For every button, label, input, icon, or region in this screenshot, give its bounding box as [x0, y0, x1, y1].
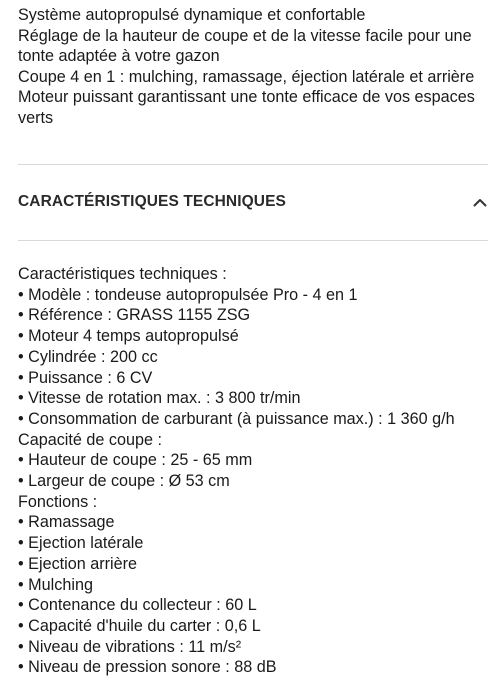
spec-item: • Modèle : tondeuse autopropulsée Pro - 4 en 1 — [18, 285, 490, 306]
intro-line: Système autopropulsé dynamique et confortable — [18, 6, 366, 24]
spec-item: • Mulching — [18, 575, 490, 596]
spec-item: • Niveau de vibrations : 11 m/s² — [18, 637, 490, 658]
spec-item: • Ejection arrière — [18, 554, 490, 575]
intro-line: Réglage de la hauteur de coupe et de la vitesse facile pour une tonte adaptée à votre gazon — [18, 26, 472, 66]
technical-specs-content — [18, 264, 490, 678]
spec-item: • Contenance du collecteur : 60 L — [18, 595, 490, 616]
spec-item: • Largeur de coupe : Ø 53 cm — [18, 471, 490, 492]
spec-item: • Vitesse de rotation max. : 3 800 tr/min — [18, 388, 490, 409]
intro-text — [18, 5, 488, 129]
spec-item: • Cylindrée : 200 cc — [18, 347, 490, 368]
spec-item: • Hauteur de coupe : 25 - 65 mm — [18, 450, 490, 471]
spec-item: • Référence : GRASS 1155 ZSG — [18, 305, 490, 326]
section-title: CARACTÉRISTIQUES TECHNIQUES — [18, 193, 286, 210]
specs-heading: Caractéristiques techniques : — [18, 265, 227, 283]
intro-line: Coupe 4 en 1 : mulching, ramassage, éjection latérale et arrière — [18, 67, 475, 86]
technical-specs-accordion-header[interactable] — [18, 186, 488, 218]
spec-item: • Ejection latérale — [18, 533, 490, 554]
spec-item: • Consommation de carburant (à puissance max.) : 1 360 g/h — [18, 409, 490, 430]
cut-capacity-heading: Capacité de coupe : — [18, 430, 162, 449]
spec-item: • Moteur 4 temps autopropulsé — [18, 326, 490, 347]
section-divider-top — [18, 164, 488, 165]
intro-line: Moteur puissant garantissant une tonte efficace de vos espaces verts — [18, 88, 475, 127]
spec-item: • Niveau de pression sonore : 88 dB — [18, 657, 490, 678]
functions-heading: Fonctions : — [18, 492, 98, 511]
spec-item: • Capacité d'huile du carter : 0,6 L — [18, 616, 490, 637]
spec-item: • Ramassage — [18, 512, 490, 533]
spec-item: • Puissance : 6 CV — [18, 368, 490, 389]
chevron-up-icon[interactable] — [472, 194, 488, 210]
section-divider-bottom — [18, 240, 488, 241]
